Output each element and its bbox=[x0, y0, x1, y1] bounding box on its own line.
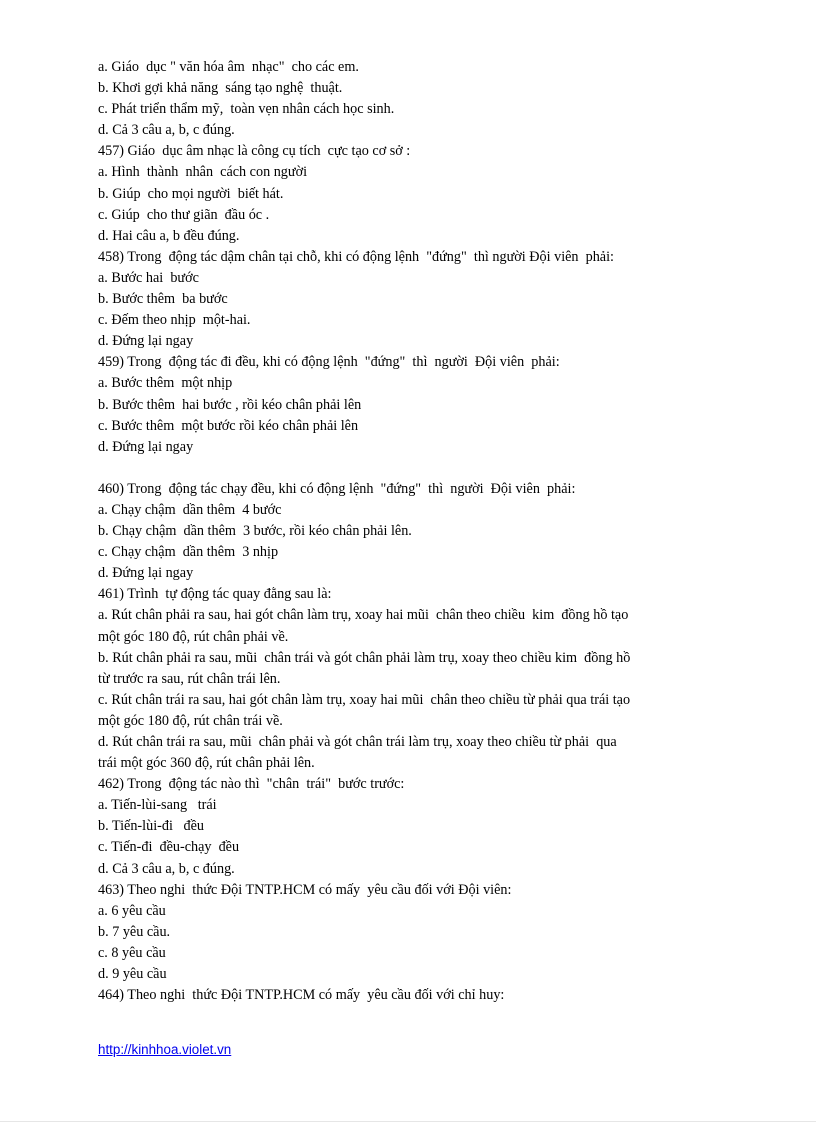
answer-line: b. Khơi gợi khả năng sáng tạo nghệ thuật. bbox=[98, 80, 343, 97]
answer-line: a. Bước hai bước bbox=[98, 269, 199, 286]
answer-line: c. Chạy chậm dần thêm 3 nhịp bbox=[98, 544, 279, 561]
answer-line: b. Giúp cho mọi người biết hát. bbox=[98, 185, 284, 202]
answer-line: b. Chạy chậm dần thêm 3 bước, rồi kéo chân phải lên. bbox=[98, 523, 412, 540]
answer-line: từ trước ra sau, rút chân trái lên. bbox=[98, 670, 281, 687]
answer-line: a. Tiến-lùi-sang trái bbox=[98, 797, 217, 814]
answer-line: b. Bước thêm hai bước , rồi kéo chân phải lên bbox=[98, 396, 362, 413]
answer-line: a. Chạy chậm dần thêm 4 bước bbox=[98, 501, 282, 518]
answer-line: a. Giáo dục " văn hóa âm nhạc" cho các em. bbox=[98, 59, 359, 75]
answer-line: c. Tiến-đi đều-chạy đều bbox=[98, 839, 240, 856]
answer-line: c. 8 yêu cầu bbox=[98, 944, 166, 961]
answer-line: a. Hình thành nhân cách con người bbox=[98, 164, 308, 181]
question-line: 461) Trình tự động tác quay đằng sau là: bbox=[98, 586, 332, 603]
answer-line: c. Bước thêm một bước rồi kéo chân phải lên bbox=[98, 417, 359, 434]
answer-line: b. Rút chân phải ra sau, mũi chân trái và gót chân phải làm trụ, xoay theo chiều kim đồng hồ bbox=[98, 649, 631, 666]
answer-line: c. Đếm theo nhịp một-hai. bbox=[98, 312, 251, 329]
page-edge-divider bbox=[0, 1121, 816, 1122]
answer-line: d. Hai câu a, b đều đúng. bbox=[98, 227, 240, 244]
question-line: 459) Trong động tác đi đều, khi có động lệnh "đứng" thì người Đội viên phải: bbox=[98, 354, 560, 371]
footer-link[interactable]: http://kinhhoa.violet.vn bbox=[98, 1042, 232, 1057]
question-line: 458) Trong động tác dậm chân tại chỗ, khi có động lệnh "đứng" thì người Đội viên phải: bbox=[98, 248, 614, 265]
answer-line: c. Giúp cho thư giãn đầu óc . bbox=[98, 206, 270, 223]
answer-line: b. Tiến-lùi-đi đều bbox=[98, 818, 205, 835]
answer-line: a. Rút chân phải ra sau, hai gót chân làm trụ, xoay hai mũi chân theo chiều kim đồng hồ tạo bbox=[98, 607, 629, 624]
answer-line: d. Rút chân trái ra sau, mũi chân phải và gót chân trái làm trụ, xoay theo chiều từ phải qua bbox=[98, 734, 617, 750]
answer-line: a. 6 yêu cầu bbox=[98, 902, 166, 919]
answer-line: d. Đứng lại ngay bbox=[98, 565, 194, 582]
answer-line: d. Đứng lại ngay bbox=[98, 438, 194, 455]
answer-line: c. Rút chân trái ra sau, hai gót chân làm trụ, xoay hai mũi chân theo chiều từ phải qua trái tạo bbox=[98, 691, 631, 708]
document-body bbox=[98, 57, 718, 1006]
answer-line: một góc 180 độ, rút chân trái về. bbox=[98, 712, 283, 729]
answer-line: d. Cả 3 câu a, b, c đúng. bbox=[98, 122, 235, 139]
answer-line: d. 9 yêu cầu bbox=[98, 966, 167, 983]
answer-line: c. Phát triển thẩm mỹ, toàn vẹn nhân cách học sinh. bbox=[98, 101, 395, 118]
answer-line: b. Bước thêm ba bước bbox=[98, 291, 228, 308]
answer-line: một góc 180 độ, rút chân phải về. bbox=[98, 628, 289, 645]
answer-line: d. Đứng lại ngay bbox=[98, 333, 194, 350]
answer-line: trái một góc 360 độ, rút chân phải lên. bbox=[98, 755, 315, 772]
answer-line: b. 7 yêu cầu. bbox=[98, 923, 171, 940]
question-line: 463) Theo nghi thức Đội TNTP.HCM có mấy yêu cầu đối với Đội viên: bbox=[98, 881, 512, 898]
blank-line bbox=[98, 458, 718, 479]
question-line: 460) Trong động tác chạy đều, khi có động lệnh "đứng" thì người Đội viên phải: bbox=[98, 480, 576, 497]
answer-line: d. Cả 3 câu a, b, c đúng. bbox=[98, 860, 235, 877]
question-line: 464) Theo nghi thức Đội TNTP.HCM có mấy yêu cầu đối với chỉ huy: bbox=[98, 987, 505, 1004]
answer-line: a. Bước thêm một nhịp bbox=[98, 375, 233, 392]
question-line: 457) Giáo dục âm nhạc là công cụ tích cực tạo cơ sở : bbox=[98, 143, 411, 160]
question-line: 462) Trong động tác nào thì "chân trái" bước trước: bbox=[98, 776, 405, 793]
